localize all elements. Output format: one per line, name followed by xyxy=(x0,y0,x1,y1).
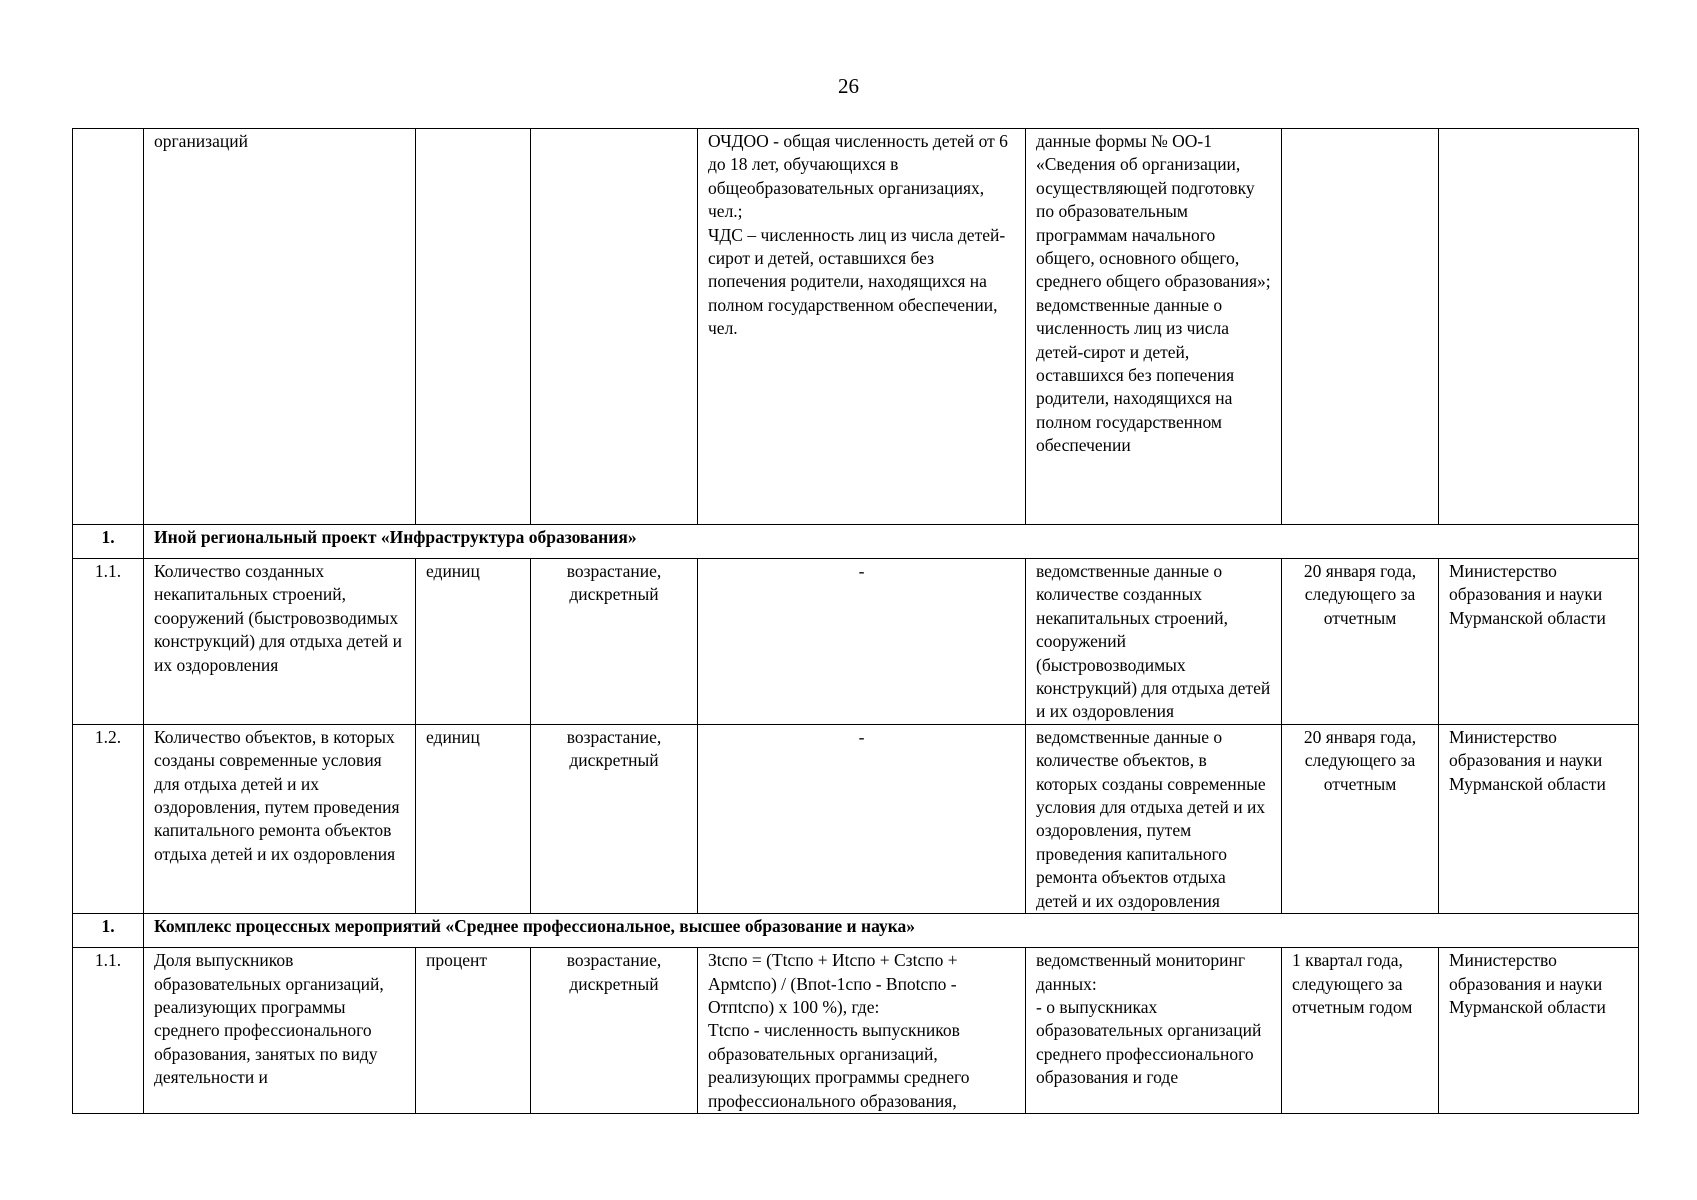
cell-num xyxy=(73,129,144,525)
cell-type: возрастание, дискретный xyxy=(531,724,698,913)
cell-formula: ОЧДОО - общая численность детей от 6 до 18 лет, обучающихся в общеобразовательных организациях, чел.; ЧДС – численность лиц из числа детей-сирот и детей, оставшихся без попечения родители, находящихся на полном государственном обеспечении, чел. xyxy=(698,129,1026,525)
page-number: 26 xyxy=(838,74,859,98)
section-num: 1. xyxy=(73,914,144,948)
cell-formula: - xyxy=(698,559,1026,725)
cell-num: 1.1. xyxy=(73,948,144,1114)
cell-responsible: Министерство образования и науки Мурманской области xyxy=(1439,948,1639,1114)
cell-name: Доля выпускников образовательных организаций, реализующих программы среднего профессионального образования, занятых по виду деятельности и xyxy=(144,948,416,1114)
cell-deadline: 20 января года, следующего за отчетным xyxy=(1282,559,1439,725)
section-num: 1. xyxy=(73,525,144,559)
cell-source: ведомственные данные о количестве объектов, в которых созданы современные условия для отдыха детей и их оздоровления, путем проведения капитального ремонта объектов отдыха детей и их оздоровления xyxy=(1026,724,1282,913)
cell-unit: процент xyxy=(416,948,531,1114)
table-row-1-1 xyxy=(73,559,1639,725)
section-title: Иной региональный проект «Инфраструктура образования» xyxy=(144,525,1639,559)
cell-name: Количество созданных некапитальных строений, сооружений (быстровозводимых конструкций) для отдыха детей и их оздоровления xyxy=(144,559,416,725)
indicators-table xyxy=(72,128,1639,1114)
cell-type xyxy=(531,129,698,525)
cell-unit: единиц xyxy=(416,724,531,913)
cell-num: 1.1. xyxy=(73,559,144,725)
cell-source: ведомственный мониторинг данных: - о выпускниках образовательных организаций среднего профессионального образования и годе xyxy=(1026,948,1282,1114)
cell-unit xyxy=(416,129,531,525)
cell-formula: - xyxy=(698,724,1026,913)
cell-responsible xyxy=(1439,129,1639,525)
cell-formula: Зtспо = (Ttспо + Иtспо + Сзtспо + Армtспо) / (Впоt-1спо - Впоtспо - Отпtспо) x 100 %), где: Тtспо - численность выпускников образовательных организаций, реализующих программы среднего профессионального образования, xyxy=(698,948,1026,1114)
section-title: Комплекс процессных мероприятий «Среднее профессиональное, высшее образование и наука» xyxy=(144,914,1639,948)
cell-num: 1.2. xyxy=(73,724,144,913)
cell-unit: единиц xyxy=(416,559,531,725)
cell-responsible: Министерство образования и науки Мурманской области xyxy=(1439,724,1639,913)
cell-type: возрастание, дискретный xyxy=(531,948,698,1114)
cell-deadline xyxy=(1282,129,1439,525)
cell-name: организаций xyxy=(144,129,416,525)
cell-source: ведомственные данные о количестве созданных некапитальных строений, сооружений (быстровозводимых конструкций) для отдыха детей и их оздоровления xyxy=(1026,559,1282,725)
cell-name: Количество объектов, в которых созданы современные условия для отдыха детей и их оздоровления, путем проведения капитального ремонта объектов отдыха детей и их оздоровления xyxy=(144,724,416,913)
cell-deadline: 20 января года, следующего за отчетным xyxy=(1282,724,1439,913)
cell-source: данные формы № ОО-1 «Сведения об организации, осуществляющей подготовку по образовательным программам начального общего, основного общего, среднего общего образования»; ведомственные данные о численность лиц из числа детей-сирот и детей, оставшихся без попечения родители, находящихся на полном государственном обеспечении xyxy=(1026,129,1282,525)
cell-deadline: 1 квартал года, следующего за отчетным годом xyxy=(1282,948,1439,1114)
table-row-continued xyxy=(73,129,1639,525)
table-row-2-1 xyxy=(73,948,1639,1114)
cell-type: возрастание, дискретный xyxy=(531,559,698,725)
section-row-infrastructure xyxy=(73,525,1639,559)
table-row-1-2 xyxy=(73,724,1639,913)
section-row-professional-education xyxy=(73,914,1639,948)
cell-responsible: Министерство образования и науки Мурманской области xyxy=(1439,559,1639,725)
